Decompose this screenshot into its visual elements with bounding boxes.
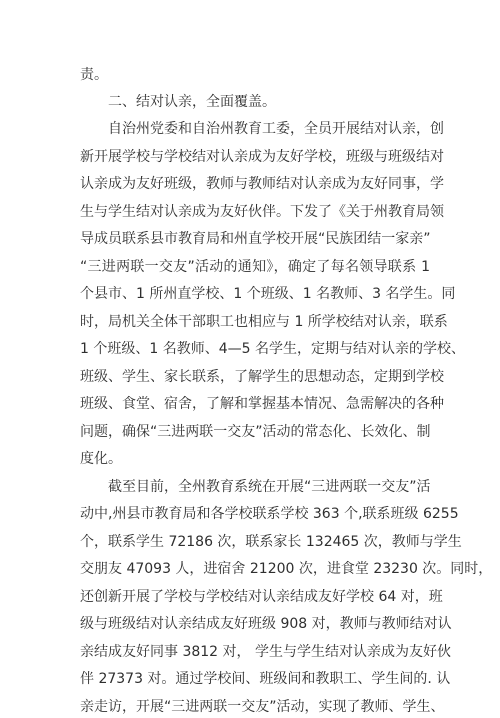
- text-line: 1 个班级、1 名教师、4—5 名学生，定期与结对认亲的学校、: [80, 341, 465, 357]
- text-line: 截至目前，全州教育系统在开展“三进两联一交友”活: [108, 479, 431, 495]
- text-line: 亲走访，开展“三进两联一交友”活动，实现了教师、学生、: [80, 699, 445, 715]
- text-line: 交朋友 47093 人，进宿舍 21200 次，进食堂 23230 次。同时，: [80, 561, 493, 577]
- text-line: 导成员联系县市教育局和州直学校开展“民族团结一家亲”: [80, 231, 431, 247]
- text-line: 伴 27373 对。通过学校间、班级间和教职工、学生间的. 认: [80, 671, 451, 687]
- text-line: 自治州党委和自治州教育工委，全员开展结对认亲，创: [108, 121, 444, 137]
- text-line: 班级、学生、家长联系，了解学生的思想动态，定期到学校: [80, 369, 444, 385]
- text-line: 责。: [80, 67, 108, 83]
- text-line: 个，联系学生 72186 次，联系家长 132465 次，教师与学生: [80, 534, 462, 550]
- text-line: 动中,州县市教育局和各学校联系学校 363 个,联系班级 6255: [80, 506, 459, 522]
- text-line: 班级、食堂、宿舍，了解和掌握基本情况、急需解决的各种: [80, 396, 444, 412]
- text-line: 度化。: [80, 451, 122, 467]
- text-line: 问题，确保“三进两联一交友”活动的常态化、长效化、制: [80, 424, 431, 440]
- text-line: 个县市、1 所州直学校、1 个班级、1 名教师、3 名学生。同: [80, 286, 456, 302]
- text-line: 新开展学校与学校结对认亲成为友好学校，班级与班级结对: [80, 149, 444, 165]
- text-line: 时，局机关全体干部职工也相应与 1 所学校结对认亲，联系: [80, 314, 448, 330]
- text-line: 亲结成友好同事 3812 对， 学生与学生结对认亲成为友好伙: [80, 644, 451, 660]
- text-line: 认亲成为友好班级，教师与教师结对认亲成为友好同事，学: [80, 176, 444, 192]
- text-line: “三进两联一交友”活动的通知》，确定了每名领导联系 1: [80, 259, 430, 275]
- section-heading: 二、结对认亲，全面覆盖。: [108, 94, 276, 110]
- text-line: 还创新开展了学校与学校结对认亲结成友好学校 64 对，班: [80, 589, 443, 605]
- text-line: 级与班级结对认亲结成友好班级 908 对，教师与教师结对认: [80, 616, 452, 632]
- text-line: 生与学生结对认亲成为友好伙伴。下发了《关于州教育局领: [80, 204, 444, 220]
